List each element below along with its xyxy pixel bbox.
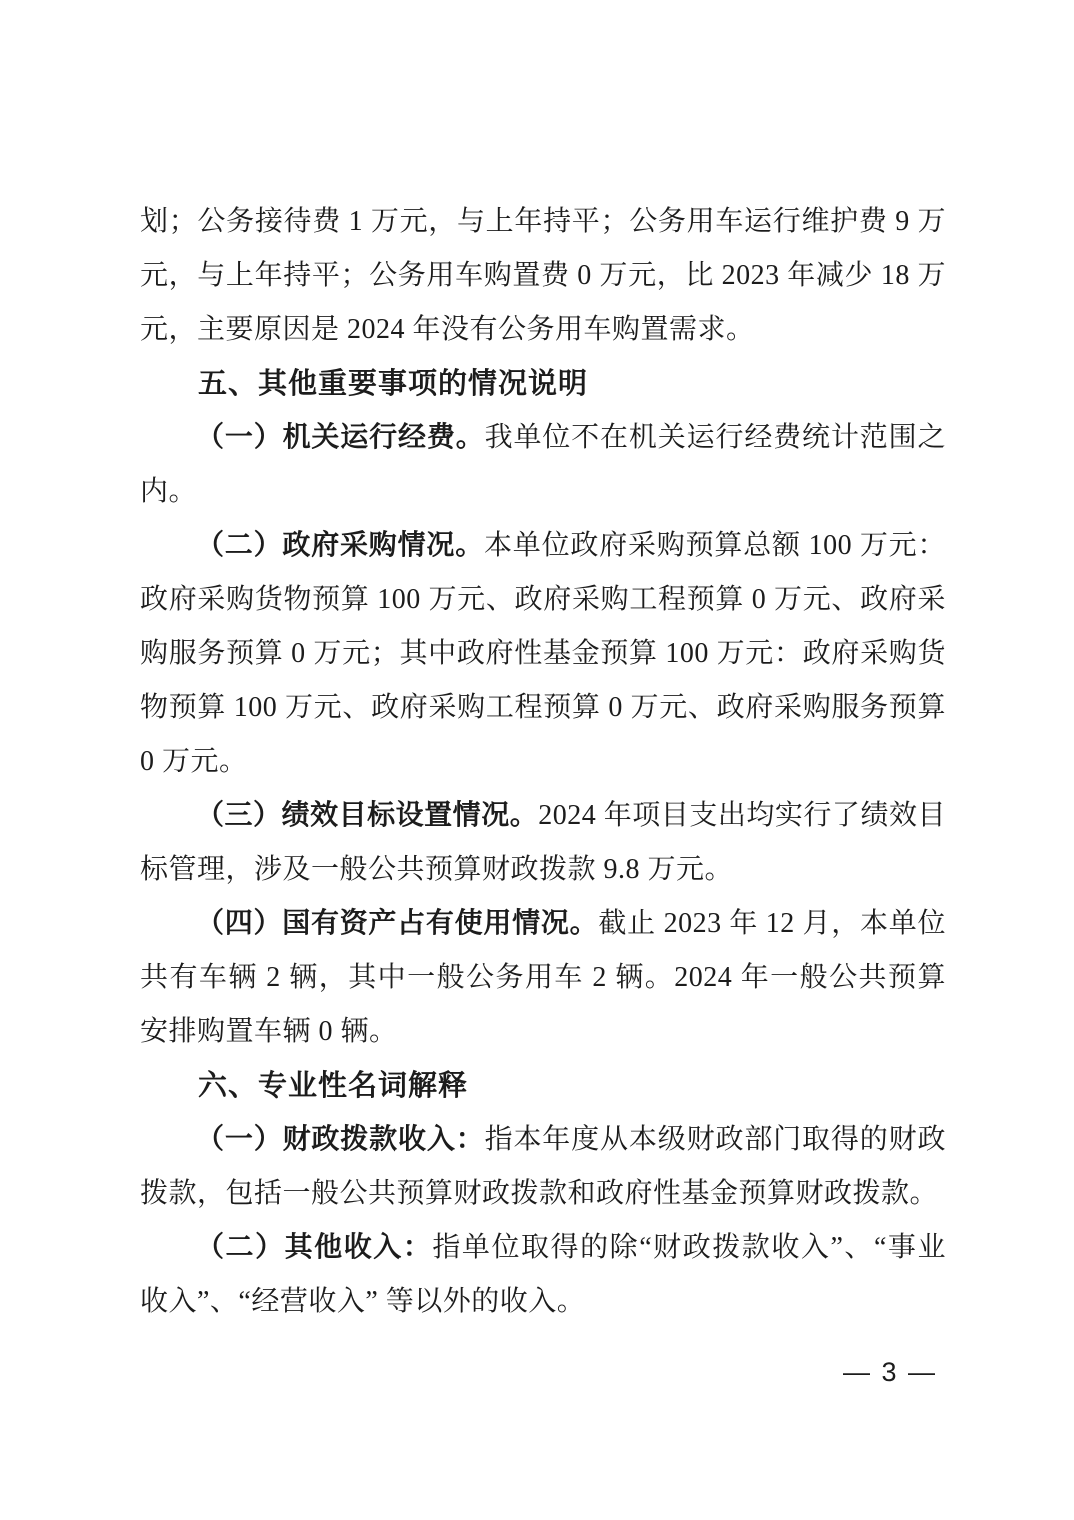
paragraph-fiscal-appropriation-income <box>140 1113 946 1221</box>
paragraph-other-income <box>140 1221 946 1329</box>
paragraph-state-owned-assets <box>140 897 946 1059</box>
paragraph-performance-targets <box>140 789 946 897</box>
paragraph-agency-operating-funds <box>140 411 946 519</box>
paragraph-text: 指单位取得的除“财政拨款收入”、“事业收入”、“经营收入” 等以外的收入。 <box>140 1232 946 1317</box>
paragraph-lead: （二）其他收入： <box>196 1232 433 1263</box>
paragraph-text: 2024 年项目支出均实行了绩效目标管理，涉及一般公共预算财政拨款 9.8 万元。 <box>140 800 946 885</box>
paragraph-lead: （一）财政拨款收入： <box>196 1124 485 1155</box>
paragraph-government-procurement <box>140 519 946 789</box>
paragraph-text: 截止 2023 年 12 月，本单位共有车辆 2 辆，其中一般公务用车 2 辆。2024 年一般公共预算安排购置车辆 0 辆。 <box>140 908 946 1047</box>
paragraph-text: 我单位不在机关运行经费统计范围之内。 <box>140 422 946 507</box>
paragraph-continued-from-previous-page: 划；公务接待费 1 万元，与上年持平；公务用车运行维护费 9 万元，与上年持平；公务用车购置费 0 万元，比 2023 年减少 18 万元，主要原因是 2024 年没有公务用车购置需求。 <box>140 206 946 345</box>
paragraph-lead: （一）机关运行经费。 <box>196 422 485 453</box>
paragraph-lead: （四）国有资产占有使用情况。 <box>196 908 599 939</box>
paragraph-text: 本单位政府采购预算总额 100 万元：政府采购货物预算 100 万元、政府采购工程预算 0 万元、政府采购服务预算 0 万元；其中政府性基金预算 100 万元：政府采购货物预算 100 万元、政府采购工程预算 0 万元、政府采购服务预算 0 万元。 <box>140 530 946 777</box>
paragraph-lead: （三）绩效目标设置情况。 <box>196 800 539 831</box>
document-content <box>140 195 946 1329</box>
paragraph-text: 指本年度从本级财政部门取得的财政拨款，包括一般公共预算财政拨款和政府性基金预算财政拨款。 <box>140 1124 946 1209</box>
page-number: — 3 — <box>842 1357 937 1387</box>
section-heading-5-other-important-matters: 五、其他重要事项的情况说明 <box>198 368 589 400</box>
section-heading-6-terminology: 六、专业性名词解释 <box>198 1070 469 1102</box>
paragraph-lead: （二）政府采购情况。 <box>196 530 484 561</box>
